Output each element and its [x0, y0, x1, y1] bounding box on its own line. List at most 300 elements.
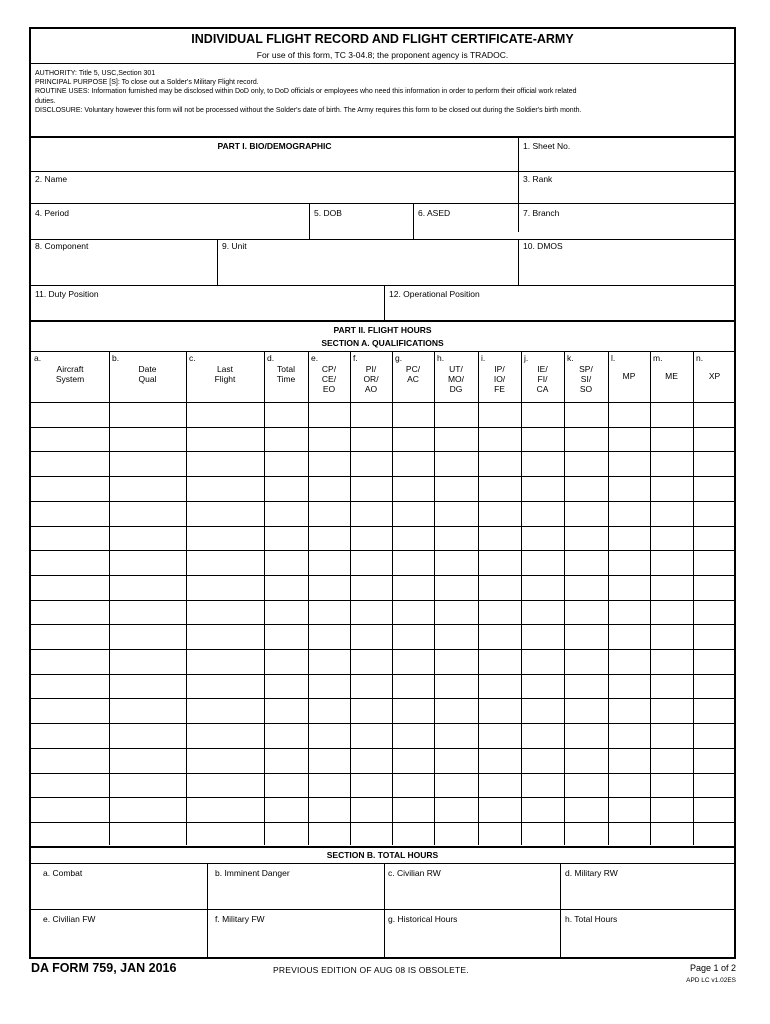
qualification-cell[interactable] — [32, 823, 109, 847]
qualification-cell[interactable] — [309, 798, 350, 822]
qualification-cell[interactable] — [694, 502, 736, 526]
qualification-cell[interactable] — [351, 551, 392, 575]
qualification-cell[interactable] — [479, 452, 521, 476]
name-field[interactable] — [31, 185, 518, 203]
qualification-cell[interactable] — [187, 699, 264, 723]
qualification-cell[interactable] — [265, 428, 308, 452]
column-header: EO — [322, 384, 336, 394]
qualification-cell[interactable] — [265, 823, 308, 847]
qualification-cell[interactable] — [694, 527, 736, 551]
qualification-cell[interactable] — [522, 798, 564, 822]
qualification-cell[interactable] — [393, 576, 434, 600]
qualification-cell[interactable] — [265, 724, 308, 748]
qualification-cell[interactable] — [609, 428, 650, 452]
qualification-cell[interactable] — [694, 798, 736, 822]
dob-field[interactable] — [310, 219, 413, 239]
qualification-cell[interactable] — [393, 749, 434, 773]
qualification-cell[interactable] — [651, 403, 693, 427]
sheet-no-field[interactable] — [519, 151, 736, 171]
qualification-cell[interactable] — [609, 823, 650, 847]
qualification-cell[interactable] — [32, 527, 109, 551]
qualification-cell[interactable] — [187, 477, 264, 501]
qualification-cell[interactable] — [651, 724, 693, 748]
qualification-cell[interactable] — [651, 502, 693, 526]
qualification-cell[interactable] — [309, 724, 350, 748]
dmos-field[interactable] — [519, 253, 736, 285]
column-header: FI/ — [537, 374, 548, 384]
qualification-cell[interactable] — [565, 452, 608, 476]
qualification-cell[interactable] — [110, 798, 186, 822]
routine-uses-text: ROUTINE USES: Information furnished may be disclosed within DoD only, to DoD officials or employees who need this information in order to perform their official work related — [35, 88, 577, 96]
qualification-cell[interactable] — [694, 724, 736, 748]
qualification-cell[interactable] — [187, 774, 264, 798]
qualification-cell[interactable] — [565, 502, 608, 526]
qualification-cell[interactable] — [351, 477, 392, 501]
qualification-cell[interactable] — [110, 477, 186, 501]
qualification-cell[interactable] — [479, 527, 521, 551]
civilian-fw-label: e. Civilian FW — [43, 914, 96, 924]
qualification-cell[interactable] — [435, 428, 478, 452]
qualification-cell[interactable] — [694, 650, 736, 674]
column-header: Flight — [214, 374, 236, 384]
qualification-cell[interactable] — [32, 625, 109, 649]
period-field[interactable] — [31, 219, 309, 239]
duty-position-field[interactable] — [31, 300, 384, 320]
qualification-cell[interactable] — [565, 576, 608, 600]
qualification-cell[interactable] — [32, 724, 109, 748]
qualification-cell[interactable] — [393, 551, 434, 575]
qualification-cell[interactable] — [309, 625, 350, 649]
qualification-cell[interactable] — [32, 452, 109, 476]
qualification-cell[interactable] — [393, 403, 434, 427]
qualification-cell[interactable] — [435, 675, 478, 699]
qualification-cell[interactable] — [609, 551, 650, 575]
divider — [31, 136, 734, 138]
qualification-cell[interactable] — [110, 502, 186, 526]
qualification-cell[interactable] — [609, 452, 650, 476]
qualification-cell[interactable] — [565, 403, 608, 427]
qualification-cell[interactable] — [187, 675, 264, 699]
qualification-cell[interactable] — [694, 675, 736, 699]
qualification-cell[interactable] — [393, 527, 434, 551]
qualification-cell[interactable] — [565, 699, 608, 723]
qualification-cell[interactable] — [110, 601, 186, 625]
qualification-cell[interactable] — [309, 551, 350, 575]
qualification-cell[interactable] — [609, 699, 650, 723]
qualification-cell[interactable] — [110, 428, 186, 452]
qualification-cell[interactable] — [522, 452, 564, 476]
qualification-cell[interactable] — [110, 551, 186, 575]
qualification-cell[interactable] — [351, 576, 392, 600]
column-header: SI/ — [580, 374, 592, 384]
qualification-cell[interactable] — [351, 502, 392, 526]
qualification-cell[interactable] — [309, 675, 350, 699]
qualification-cell[interactable] — [651, 625, 693, 649]
qualification-cell[interactable] — [32, 576, 109, 600]
qualification-cell[interactable] — [265, 551, 308, 575]
qualification-cell[interactable] — [351, 798, 392, 822]
qualification-cell[interactable] — [187, 403, 264, 427]
qualification-cell[interactable] — [110, 724, 186, 748]
qualification-cell[interactable] — [309, 502, 350, 526]
qualification-cell[interactable] — [522, 527, 564, 551]
qualification-cell[interactable] — [479, 403, 521, 427]
qualification-cell[interactable] — [565, 625, 608, 649]
qualification-cell[interactable] — [694, 477, 736, 501]
column-header: AO — [364, 384, 378, 394]
civilian-fw-field[interactable] — [31, 925, 207, 959]
qualification-cell[interactable] — [651, 551, 693, 575]
qualification-cell[interactable] — [522, 477, 564, 501]
column-header: System — [55, 374, 85, 384]
qualification-cell[interactable] — [435, 724, 478, 748]
qualification-cell[interactable] — [651, 749, 693, 773]
qualification-cell[interactable] — [187, 551, 264, 575]
qualification-cell[interactable] — [265, 798, 308, 822]
qualification-cell[interactable] — [522, 749, 564, 773]
qualification-cell[interactable] — [32, 798, 109, 822]
qualification-cell[interactable] — [694, 551, 736, 575]
qualification-cell[interactable] — [393, 798, 434, 822]
column-letter: b. — [112, 353, 120, 363]
qualification-cell[interactable] — [435, 502, 478, 526]
qualification-cell[interactable] — [609, 798, 650, 822]
qualification-cell[interactable] — [187, 823, 264, 847]
qualification-cell[interactable] — [479, 823, 521, 847]
historical-hours-label: g. Historical Hours — [388, 914, 458, 924]
qualification-cell[interactable] — [479, 724, 521, 748]
qualification-cell[interactable] — [522, 502, 564, 526]
qualification-cell[interactable] — [351, 749, 392, 773]
column-header: SO — [579, 384, 593, 394]
qualification-cell[interactable] — [32, 601, 109, 625]
qualification-cell[interactable] — [609, 527, 650, 551]
qualification-cell[interactable] — [435, 625, 478, 649]
qualification-cell[interactable] — [265, 675, 308, 699]
qualification-cell[interactable] — [110, 452, 186, 476]
qualification-cell[interactable] — [694, 625, 736, 649]
form-title: INDIVIDUAL FLIGHT RECORD AND FLIGHT CERTIFICATE-ARMY — [191, 32, 574, 46]
imminent-danger-field[interactable] — [208, 879, 384, 909]
qualification-cell[interactable] — [522, 601, 564, 625]
qualification-cell[interactable] — [435, 576, 478, 600]
qualification-cell[interactable] — [565, 724, 608, 748]
qualification-cell[interactable] — [522, 625, 564, 649]
qualification-cell[interactable] — [435, 477, 478, 501]
qualification-cell[interactable] — [309, 699, 350, 723]
qualification-cell[interactable] — [565, 675, 608, 699]
qualification-cell[interactable] — [694, 699, 736, 723]
qualification-cell[interactable] — [435, 527, 478, 551]
qualification-cell[interactable] — [351, 675, 392, 699]
qualification-cell[interactable] — [565, 527, 608, 551]
qualification-cell[interactable] — [565, 774, 608, 798]
qualification-cell[interactable] — [309, 527, 350, 551]
qualification-cell[interactable] — [694, 749, 736, 773]
qualification-cell[interactable] — [309, 576, 350, 600]
qualification-cell[interactable] — [435, 699, 478, 723]
qualification-cell[interactable] — [265, 502, 308, 526]
military-rw-field[interactable] — [561, 879, 736, 909]
qualification-cell[interactable] — [651, 774, 693, 798]
qualification-cell[interactable] — [265, 650, 308, 674]
qualification-cell[interactable] — [609, 650, 650, 674]
rank-label: 3. Rank — [523, 174, 553, 184]
qualification-cell[interactable] — [565, 749, 608, 773]
qualification-cell[interactable] — [393, 601, 434, 625]
qualification-cell[interactable] — [435, 650, 478, 674]
qualification-cell[interactable] — [309, 650, 350, 674]
qualification-cell[interactable] — [651, 650, 693, 674]
qualification-cell[interactable] — [694, 428, 736, 452]
section-b-heading: SECTION B. TOTAL HOURS — [326, 850, 439, 860]
qualification-cell[interactable] — [187, 428, 264, 452]
column-header: Last — [216, 364, 234, 374]
column-header: Qual — [138, 374, 157, 384]
qualification-cell[interactable] — [32, 675, 109, 699]
qualification-cell[interactable] — [351, 428, 392, 452]
qualification-cell[interactable] — [479, 551, 521, 575]
qualification-cell[interactable] — [565, 823, 608, 847]
unit-field[interactable] — [218, 253, 518, 285]
qualification-cell[interactable] — [187, 576, 264, 600]
qualification-cell[interactable] — [479, 477, 521, 501]
qualification-cell[interactable] — [351, 774, 392, 798]
qualification-cell[interactable] — [110, 403, 186, 427]
period-label: 4. Period — [35, 208, 70, 218]
qualification-cell[interactable] — [479, 601, 521, 625]
qualification-cell[interactable] — [309, 601, 350, 625]
qualification-cell[interactable] — [479, 625, 521, 649]
qualification-cell[interactable] — [32, 774, 109, 798]
qualification-cell[interactable] — [265, 477, 308, 501]
qualification-cell[interactable] — [651, 477, 693, 501]
qualification-cell[interactable] — [351, 601, 392, 625]
qualification-cell[interactable] — [694, 823, 736, 847]
qualification-cell[interactable] — [522, 551, 564, 575]
qualification-cell[interactable] — [435, 774, 478, 798]
qualification-cell[interactable] — [694, 403, 736, 427]
qualification-cell[interactable] — [479, 699, 521, 723]
duty-position-label: 11. Duty Position — [35, 289, 99, 299]
qualification-cell[interactable] — [435, 601, 478, 625]
qualification-cell[interactable] — [32, 403, 109, 427]
qualification-cell[interactable] — [32, 699, 109, 723]
qualification-cell[interactable] — [694, 601, 736, 625]
branch-field[interactable] — [519, 219, 736, 239]
qualification-cell[interactable] — [651, 798, 693, 822]
qualification-cell[interactable] — [522, 699, 564, 723]
qualification-cell[interactable] — [187, 527, 264, 551]
qualification-cell[interactable] — [522, 823, 564, 847]
qualification-cell[interactable] — [309, 823, 350, 847]
qualification-cell[interactable] — [522, 576, 564, 600]
qualification-cell[interactable] — [522, 650, 564, 674]
qualification-cell[interactable] — [32, 551, 109, 575]
qualification-cell[interactable] — [565, 477, 608, 501]
qualification-cell[interactable] — [32, 428, 109, 452]
qualification-cell[interactable] — [609, 601, 650, 625]
qualification-cell[interactable] — [393, 625, 434, 649]
qualification-cell[interactable] — [351, 650, 392, 674]
qualification-cell[interactable] — [351, 724, 392, 748]
qualification-cell[interactable] — [351, 527, 392, 551]
military-fw-field[interactable] — [208, 925, 384, 959]
qualification-cell[interactable] — [309, 428, 350, 452]
qualification-cell[interactable] — [479, 428, 521, 452]
qualification-cell[interactable] — [265, 527, 308, 551]
qualification-cell[interactable] — [351, 699, 392, 723]
qualification-cell[interactable] — [609, 625, 650, 649]
qualification-cell[interactable] — [435, 823, 478, 847]
qualification-cell[interactable] — [309, 774, 350, 798]
qualification-cell[interactable] — [110, 749, 186, 773]
qualification-cell[interactable] — [187, 749, 264, 773]
qualification-cell[interactable] — [565, 551, 608, 575]
civilian-rw-field[interactable] — [385, 879, 560, 909]
routine-uses-text-cont: duties. — [35, 97, 56, 105]
qualification-cell[interactable] — [522, 724, 564, 748]
qualification-cell[interactable] — [309, 749, 350, 773]
part1-heading: PART I. BIO/DEMOGRAPHIC — [217, 141, 332, 151]
column-header: MO/ — [447, 374, 465, 384]
historical-hours-field[interactable] — [385, 925, 560, 959]
qualification-cell[interactable] — [479, 675, 521, 699]
qualification-cell[interactable] — [651, 527, 693, 551]
qualification-cell[interactable] — [265, 403, 308, 427]
qualification-cell[interactable] — [694, 774, 736, 798]
qualification-cell[interactable] — [609, 403, 650, 427]
qualification-cell[interactable] — [32, 749, 109, 773]
qualification-cell[interactable] — [435, 798, 478, 822]
total-hours-field[interactable] — [561, 925, 736, 959]
qualification-cell[interactable] — [694, 576, 736, 600]
qualification-cell[interactable] — [651, 823, 693, 847]
qualification-cell[interactable] — [609, 502, 650, 526]
qualification-cell[interactable] — [187, 452, 264, 476]
qualification-cell[interactable] — [609, 675, 650, 699]
qualification-cell[interactable] — [565, 650, 608, 674]
qualification-cell[interactable] — [522, 774, 564, 798]
qualification-cell[interactable] — [479, 749, 521, 773]
qualification-cell[interactable] — [479, 502, 521, 526]
qualification-cell[interactable] — [694, 452, 736, 476]
qualification-cell[interactable] — [110, 576, 186, 600]
qualification-cell[interactable] — [393, 477, 434, 501]
qualification-cell[interactable] — [110, 699, 186, 723]
qualification-cell[interactable] — [309, 403, 350, 427]
qualification-cell[interactable] — [393, 724, 434, 748]
qualification-cell[interactable] — [609, 477, 650, 501]
qualification-cell[interactable] — [609, 749, 650, 773]
qualification-cell[interactable] — [351, 403, 392, 427]
qualification-cell[interactable] — [435, 452, 478, 476]
qualification-cell[interactable] — [393, 675, 434, 699]
qualification-cell[interactable] — [32, 477, 109, 501]
qualification-cell[interactable] — [187, 798, 264, 822]
qualification-cell[interactable] — [435, 403, 478, 427]
qualification-cell[interactable] — [651, 675, 693, 699]
qualification-cell[interactable] — [609, 576, 650, 600]
qualification-cell[interactable] — [32, 502, 109, 526]
qualification-cell[interactable] — [393, 774, 434, 798]
component-field[interactable] — [31, 253, 217, 285]
qualification-cell[interactable] — [651, 452, 693, 476]
column-header: AC — [407, 374, 419, 384]
column-letter: k. — [567, 353, 574, 363]
qualification-cell[interactable] — [479, 774, 521, 798]
qualification-cell[interactable] — [565, 601, 608, 625]
qualification-cell[interactable] — [479, 650, 521, 674]
qualification-cell[interactable] — [110, 823, 186, 847]
qualification-cell[interactable] — [265, 699, 308, 723]
qualification-cell[interactable] — [110, 774, 186, 798]
imminent-danger-label: b. Imminent Danger — [215, 868, 290, 878]
qualification-cell[interactable] — [187, 625, 264, 649]
qualification-cell[interactable] — [393, 650, 434, 674]
qualification-cell[interactable] — [609, 774, 650, 798]
qualification-cell[interactable] — [435, 749, 478, 773]
qualification-cell[interactable] — [522, 675, 564, 699]
qualification-cell[interactable] — [265, 774, 308, 798]
qualification-cell[interactable] — [393, 823, 434, 847]
qualification-cell[interactable] — [609, 724, 650, 748]
rank-field[interactable] — [519, 185, 736, 203]
qualification-cell[interactable] — [522, 403, 564, 427]
qualification-cell[interactable] — [110, 625, 186, 649]
column-header: Total — [277, 364, 295, 374]
qualification-cell[interactable] — [187, 502, 264, 526]
form-number: DA FORM 759, JAN 2016 — [31, 961, 177, 975]
qualification-cell[interactable] — [309, 477, 350, 501]
qualification-cell[interactable] — [265, 625, 308, 649]
qualification-cell[interactable] — [309, 452, 350, 476]
ased-field[interactable] — [414, 219, 518, 239]
qualification-cell[interactable] — [479, 798, 521, 822]
qualification-cell[interactable] — [393, 699, 434, 723]
qualification-cell[interactable] — [479, 576, 521, 600]
qualification-cell[interactable] — [265, 576, 308, 600]
qualification-cell[interactable] — [32, 650, 109, 674]
qualification-cell[interactable] — [110, 675, 186, 699]
qualification-cell[interactable] — [351, 625, 392, 649]
qualification-cell[interactable] — [265, 452, 308, 476]
qualification-cell[interactable] — [110, 527, 186, 551]
qualification-cell[interactable] — [265, 749, 308, 773]
qualification-cell[interactable] — [110, 650, 186, 674]
qualification-cell[interactable] — [565, 428, 608, 452]
qualification-cell[interactable] — [651, 428, 693, 452]
qualification-cell[interactable] — [351, 823, 392, 847]
qualification-cell[interactable] — [522, 428, 564, 452]
qualification-cell[interactable] — [393, 502, 434, 526]
qualification-cell[interactable] — [651, 699, 693, 723]
qualification-cell[interactable] — [435, 551, 478, 575]
form-subtitle: For use of this form, TC 3-04.8; the proponent agency is TRADOC. — [256, 50, 509, 60]
combat-field[interactable] — [31, 879, 207, 909]
qualification-cell[interactable] — [187, 724, 264, 748]
qualification-cell[interactable] — [651, 601, 693, 625]
qualification-cell[interactable] — [393, 428, 434, 452]
qualification-cell[interactable] — [187, 650, 264, 674]
qualification-cell[interactable] — [565, 798, 608, 822]
qualification-cell[interactable] — [187, 601, 264, 625]
qualification-cell[interactable] — [265, 601, 308, 625]
qualification-cell[interactable] — [393, 452, 434, 476]
qualification-cell[interactable] — [651, 576, 693, 600]
operational-position-field[interactable] — [385, 300, 736, 320]
qualification-cell[interactable] — [351, 452, 392, 476]
